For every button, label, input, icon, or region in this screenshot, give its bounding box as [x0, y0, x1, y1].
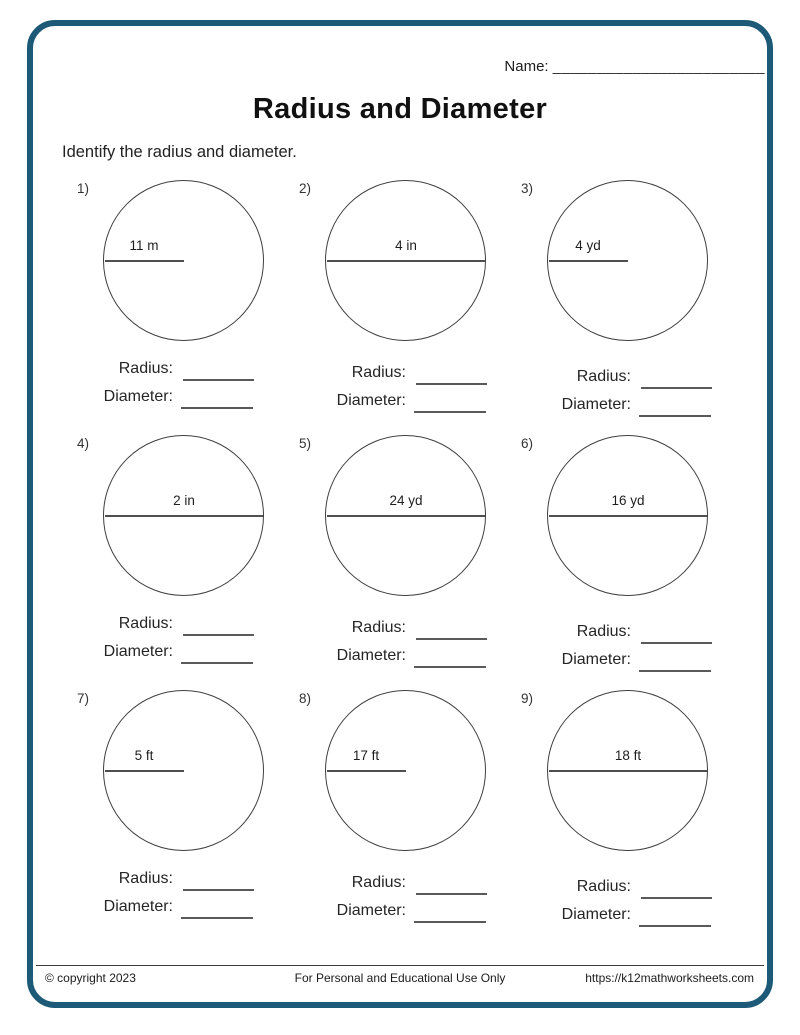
- radius-label: Radius:: [351, 619, 406, 636]
- problem-cell: [295, 686, 517, 936]
- diameter-label: Diameter:: [561, 906, 631, 923]
- footer-url: https://k12mathworksheets.com: [585, 971, 754, 985]
- diameter-label: Diameter:: [336, 647, 406, 664]
- instruction-text: Identify the radius and diameter.: [62, 143, 297, 161]
- radius-answer-line: [641, 387, 712, 389]
- answer-block: [73, 431, 295, 681]
- usage-text: For Personal and Educational Use Only: [294, 971, 506, 985]
- radius-answer-line: [416, 383, 487, 385]
- footer: [36, 971, 764, 989]
- answer-block: [531, 184, 753, 434]
- problem-number: 6): [521, 436, 534, 451]
- diameter-label: Diameter:: [561, 396, 631, 413]
- measurement-label: 4 yd: [575, 238, 601, 253]
- answer-block: [73, 176, 295, 426]
- problem-number: 4): [77, 436, 90, 451]
- radius-label: Radius:: [118, 360, 173, 377]
- problem-number: 9): [521, 691, 534, 706]
- problem-cell: [517, 431, 739, 681]
- answer-block: [306, 690, 528, 940]
- problem-cell: [517, 176, 739, 426]
- diameter-answer-line: [414, 921, 486, 923]
- measurement-label: 17 ft: [352, 748, 380, 763]
- problem-number: 5): [299, 436, 312, 451]
- measurement-label: 11 m: [129, 238, 159, 253]
- radius-answer-line: [416, 893, 487, 895]
- diameter-label: Diameter:: [103, 388, 173, 405]
- answer-block: [306, 180, 528, 430]
- radius-answer-line: [183, 889, 254, 891]
- measurement-label: 4 in: [395, 238, 417, 253]
- radius-label: Radius:: [351, 874, 406, 891]
- answer-block: [306, 435, 528, 685]
- page-title: Radius and Diameter: [252, 93, 548, 125]
- radius-answer-line: [641, 642, 712, 644]
- measurement-label: 5 ft: [134, 748, 154, 763]
- radius-label: Radius:: [118, 870, 173, 887]
- radius-label: Radius:: [351, 364, 406, 381]
- radius-answer-line: [416, 638, 487, 640]
- diameter-label: Diameter:: [336, 392, 406, 409]
- diameter-answer-line: [181, 917, 253, 919]
- radius-label: Radius:: [576, 368, 631, 385]
- name-label: Name:: [504, 58, 549, 75]
- radius-answer-line: [183, 379, 254, 381]
- radius-label: Radius:: [576, 623, 631, 640]
- problem-cell: [295, 431, 517, 681]
- problem-number: 7): [77, 691, 90, 706]
- problem-cell: [295, 176, 517, 426]
- problem-cell: [73, 176, 295, 426]
- problem-cell: [73, 431, 295, 681]
- measurement-label: 18 ft: [614, 748, 642, 763]
- diameter-answer-line: [639, 925, 711, 927]
- answer-block: [531, 439, 753, 689]
- diameter-label: Diameter:: [103, 643, 173, 660]
- diameter-answer-line: [639, 415, 711, 417]
- diameter-label: Diameter:: [561, 651, 631, 668]
- measurement-label: 24 yd: [389, 493, 423, 508]
- answer-block: [73, 686, 295, 936]
- radius-label: Radius:: [118, 615, 173, 632]
- radius-answer-line: [641, 897, 712, 899]
- diameter-answer-line: [414, 666, 486, 668]
- problem-number: 1): [77, 181, 90, 196]
- name-blank-line: ________________________: [552, 58, 765, 75]
- measurement-label: 16 yd: [611, 493, 645, 508]
- problem-number: 3): [521, 181, 534, 196]
- measurement-label: 2 in: [173, 493, 195, 508]
- radius-label: Radius:: [576, 878, 631, 895]
- problem-number: 8): [299, 691, 312, 706]
- diameter-answer-line: [181, 662, 253, 664]
- problem-cell: [517, 686, 739, 936]
- radius-answer-line: [183, 634, 254, 636]
- answer-block: [531, 694, 753, 944]
- problem-cell: [73, 686, 295, 936]
- footer-divider: [36, 965, 764, 966]
- diameter-answer-line: [181, 407, 253, 409]
- diameter-answer-line: [414, 411, 486, 413]
- diameter-answer-line: [639, 670, 711, 672]
- problem-number: 2): [299, 181, 312, 196]
- diameter-label: Diameter:: [336, 902, 406, 919]
- copyright-text: © copyright 2023: [45, 971, 136, 985]
- diameter-label: Diameter:: [103, 898, 173, 915]
